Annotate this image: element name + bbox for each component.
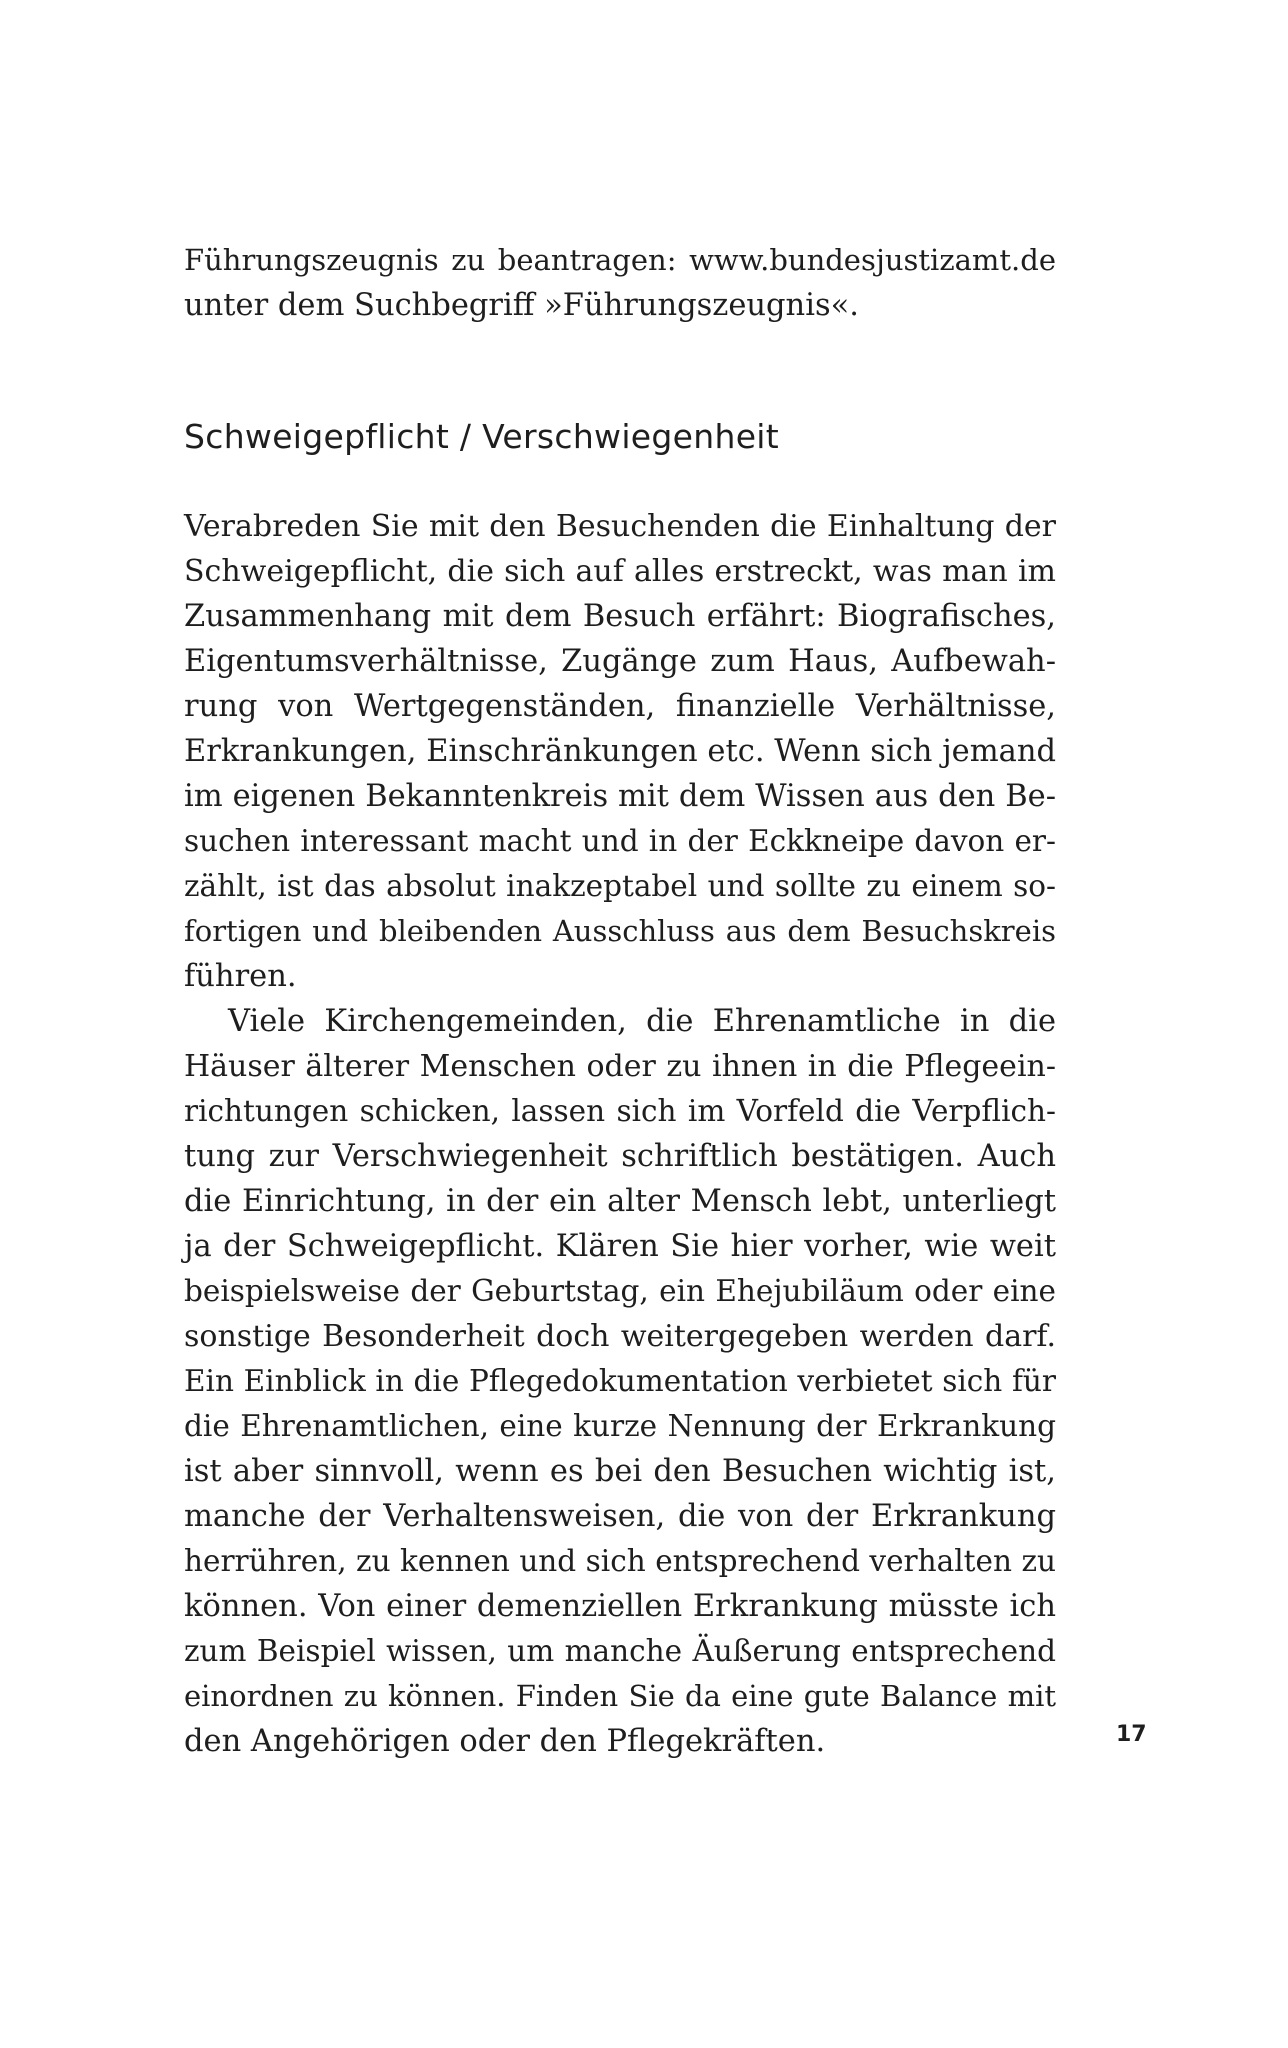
text-line: Viele Kirchengemeinden, die Ehrenamtliche in die — [228, 1004, 1056, 1039]
text-line: ist aber sinnvoll, wenn es bei den Besuchen wichtig ist, — [184, 1454, 1056, 1489]
text-line: manche der Verhaltensweisen, die von der Erkrankung — [184, 1499, 1056, 1534]
page-number: 17 — [1116, 1722, 1147, 1747]
text-line: tung zur Verschwiegenheit schriftlich bestätigen. Auch — [184, 1139, 1056, 1174]
intro-paragraph — [184, 238, 1056, 328]
text-line: im eigenen Bekanntenkreis mit dem Wissen aus den Be- — [184, 779, 1056, 814]
text-line: die Ehrenamtlichen, eine kurze Nennung der Erkrankung — [184, 1409, 1056, 1443]
text-line: den Angehörigen oder den Pflegekräften. — [184, 1724, 826, 1759]
text-line: ja der Schweigepflicht. Klären Sie hier vorher, wie weit — [184, 1229, 1056, 1264]
text-line: suchen interessant macht und in der Eckkneipe davon er- — [184, 824, 1056, 858]
text-line: Schweigepflicht, die sich auf alles erstreckt, was man im — [184, 554, 1056, 589]
text-line: Führungszeugnis zu beantragen: www.bundesjustizamt.de — [184, 243, 1056, 277]
text-line: zählt, ist das absolut inakzeptabel und sollte zu einem so- — [184, 869, 1056, 903]
text-line: zum Beispiel wissen, um manche Äußerung entsprechend — [184, 1634, 1056, 1668]
section-heading: Schweigepflicht / Verschwiegenheit — [184, 417, 779, 456]
text-line: Eigentumsverhältnisse, Zugänge zum Haus, Aufbewah- — [184, 644, 1056, 679]
text-line: Verabreden Sie mit den Besuchenden die Einhaltung der — [184, 509, 1056, 544]
text-line: Häuser älterer Menschen oder zu ihnen in die Pflegeein- — [184, 1049, 1056, 1084]
text-line: sonstige Besonderheit doch weitergegeben werden darf. — [184, 1319, 1056, 1354]
text-line: rung von Wertgegenständen, finanzielle Verhältnisse, — [184, 689, 1056, 724]
text-line: herrühren, zu kennen und sich entsprechend verhalten zu — [184, 1544, 1056, 1578]
section-body — [184, 504, 1056, 1764]
text-line: Erkrankungen, Einschränkungen etc. Wenn sich jemand — [184, 734, 1056, 769]
text-line: die Einrichtung, in der ein alter Mensch lebt, unterliegt — [184, 1184, 1056, 1219]
text-line: beispielsweise der Geburtstag, ein Ehejubiläum oder eine — [184, 1274, 1056, 1308]
text-line: Zusammenhang mit dem Besuch erfährt: Biografisches, — [184, 599, 1056, 634]
text-line: einordnen zu können. Finden Sie da eine gute Balance mit — [184, 1679, 1056, 1713]
text-line: unter dem Suchbegriff »Führungszeugnis«. — [184, 288, 859, 323]
text-line: richtungen schicken, lassen sich im Vorfeld die Verpflich- — [184, 1094, 1056, 1128]
paragraph-2 — [184, 999, 1056, 1764]
text-line: führen. — [184, 959, 297, 994]
text-line: fortigen und bleibenden Ausschluss aus dem Besuchskreis — [184, 914, 1056, 948]
text-line: Ein Einblick in die Pflegedokumentation verbietet sich für — [184, 1364, 1056, 1398]
paragraph-1 — [184, 504, 1056, 999]
text-line: können. Von einer demenziellen Erkrankung müsste ich — [184, 1589, 1056, 1624]
